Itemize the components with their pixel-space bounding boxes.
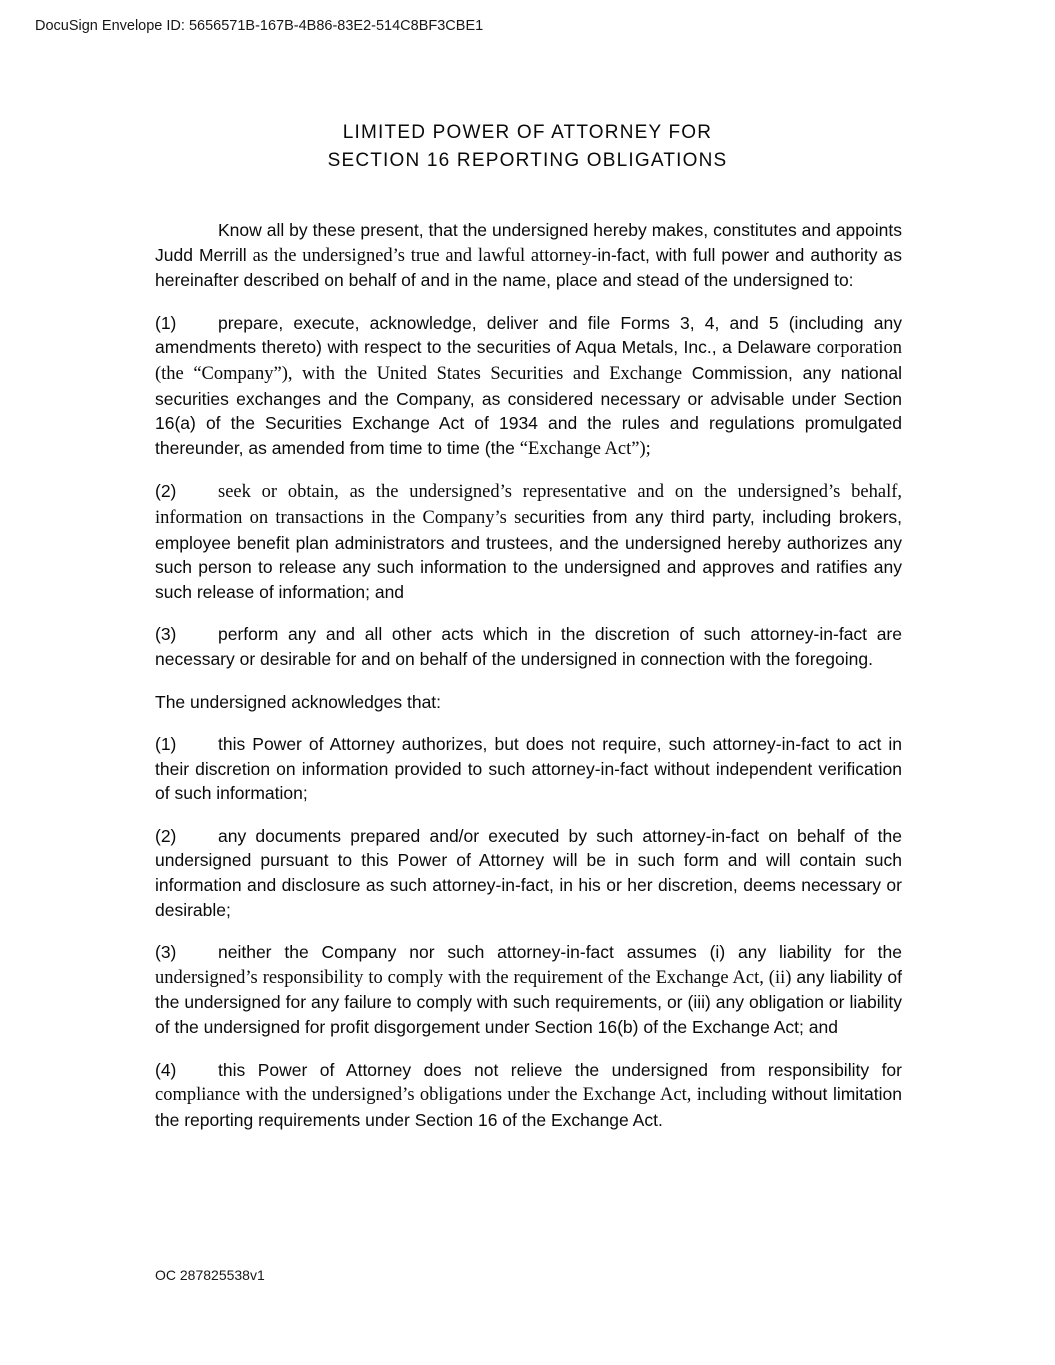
paragraph-number: (2) [155, 825, 177, 846]
text-run: without limitation the reporting requirements under Section 16 of the Exchange Act. [155, 1084, 902, 1130]
text-run: perform any and all other acts which in the discretion of such attorney-in-fact are necessary or desirable for and on behalf of the undersigned in connection with the foregoing. [155, 624, 902, 669]
paragraph [155, 622, 902, 671]
text-run: curities from any third party, including brokers, employee benefit plan administrators and trustees, and the undersigned hereby authorizes any such person to release any such information to the undersigned and approves and ratifies any such release of information; and [155, 506, 903, 602]
text-run: The undersigned acknowledges that: [155, 691, 442, 712]
paragraph-number: (1) [155, 734, 177, 755]
text-run: any liability of the undersigned for any failure to comply with such requirements, or (iii) any obligation or liability of the undersigned for profit disgorgement under Section 16(b) of the Exchange Act; and [155, 966, 903, 1038]
text-run: “Exchange Act”); [519, 438, 651, 459]
paragraph [155, 479, 902, 604]
document-body [155, 218, 902, 1150]
document-title-line2: SECTION 16 REPORTING OBLIGATIONS [327, 150, 728, 171]
text-run: Commission, any national securities exchanges and the Company, as considered necessary or advisable under Section 16(a) of the Securities Exchange Act of 1934 and the rules and regulations promulgated thereunder, as amended from time to time (the [155, 362, 902, 458]
text-run: as the undersigned’s true and lawful attorney [252, 245, 592, 266]
text-run: this Power of Attorney authorizes, but does not require, such attorney-in-fact to act in their discretion on information provided to such attorney-in-fact without independent verification of such information; [155, 734, 902, 804]
text-run: -in-fact, with full power and authority as hereinafter described on behalf of and in the name, place and stead of the undersigned to: [155, 244, 902, 291]
paragraph [155, 218, 902, 293]
docusign-envelope-id: DocuSign Envelope ID: 5656571B-167B-4B86-83E2-514C8BF3CBE1 [35, 18, 484, 34]
paragraph [155, 940, 902, 1039]
text-run: Know all by these present, that the undersigned hereby makes, constitutes and appoints Judd Merrill [155, 220, 902, 265]
document-number: OC 287825538v1 [155, 1267, 265, 1283]
text-run: this Power of Attorney does not relieve the undersigned from responsibility for [218, 1059, 902, 1080]
text-run: compliance with the undersigned’s obligations under the Exchange Act, including [155, 1085, 772, 1106]
paragraph [155, 1058, 902, 1133]
paragraph-number: (2) [155, 481, 177, 502]
text-run: any documents prepared and/or executed by such attorney-in-fact on behalf of the undersigned pursuant to this Power of Attorney will be in such form and will contain such information and disclosure as such attorney-in-fact, in his or her discretion, deems necessary or desirable; [155, 825, 902, 920]
text-run: undersigned’s responsibility to comply with the requirement of the Exchange Act, (ii) [155, 967, 797, 988]
paragraph-number: (3) [155, 624, 177, 645]
document-title [0, 119, 1055, 175]
paragraph-number: (4) [155, 1059, 177, 1080]
paragraph [155, 732, 902, 806]
paragraph [155, 311, 902, 462]
paragraph [155, 824, 902, 922]
paragraph [155, 690, 902, 715]
text-run: prepare, execute, acknowledge, deliver and file Forms 3, 4, and 5 (including any amendments thereto) with respect to the securities of Aqua Metals, Inc., a Delaware [155, 312, 902, 358]
paragraph-number: (1) [155, 312, 177, 333]
text-run: seek or obtain, as the undersigned’s representative and on the undersigned’s behalf, information on transactions in the Company’s se [155, 482, 902, 528]
paragraph-number: (3) [155, 942, 177, 963]
document-title-line1: LIMITED POWER OF ATTORNEY FOR [342, 122, 713, 143]
text-run: neither the Company nor such attorney-in-fact assumes (i) any liability for the [218, 942, 902, 963]
text-run: corporation (the “Company”), with the United States Securities and Exchange [155, 338, 902, 384]
